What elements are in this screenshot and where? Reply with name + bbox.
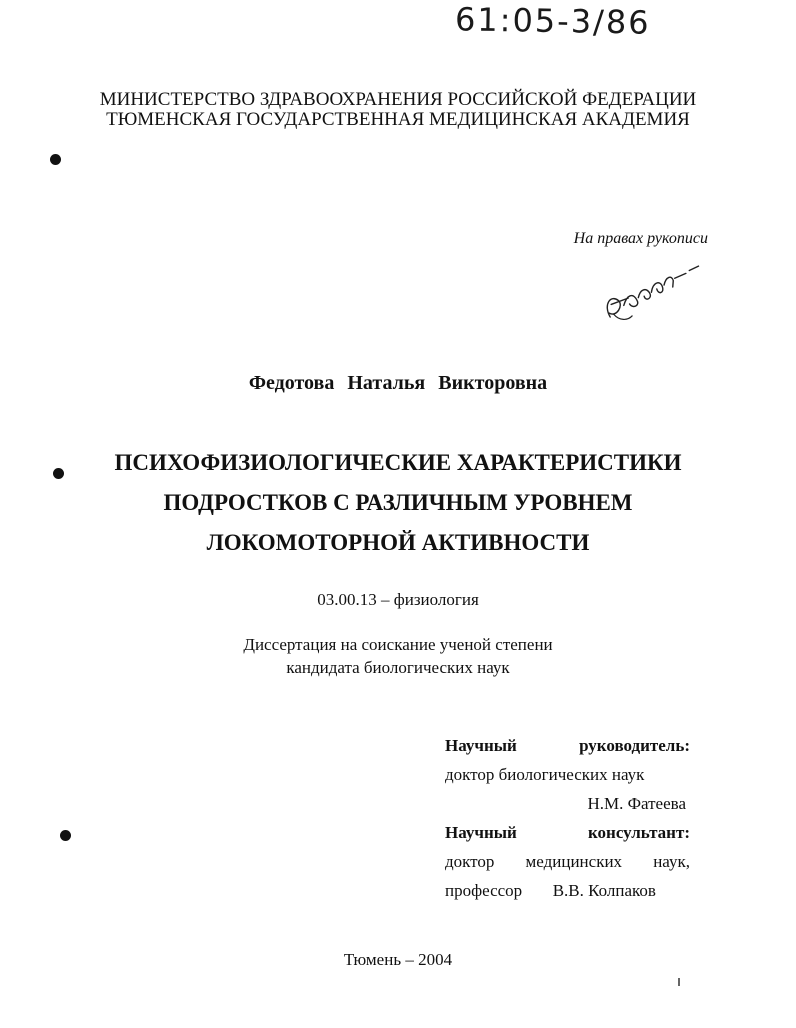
consultant-degree bbox=[445, 847, 690, 876]
consultant-heading bbox=[445, 818, 690, 847]
title-line: ПОДРОСТКОВ С РАЗЛИЧНЫМ УРОВНЕМ bbox=[163, 490, 633, 515]
consultant-degree-word: наук, bbox=[653, 852, 690, 871]
supervisor-label-word: Научный bbox=[445, 736, 517, 755]
title-line: ЛОКОМОТОРНОЙ АКТИВНОСТИ bbox=[206, 530, 590, 555]
supervisor-degree: доктор биологических наук bbox=[445, 765, 645, 784]
ministry-name: МИНИСТЕРСТВО ЗДРАВООХРАНЕНИЯ РОССИЙСКОЙ ФЕДЕРАЦИИ bbox=[99, 89, 697, 110]
scan-speck bbox=[678, 978, 680, 986]
binding-hole-mark bbox=[50, 154, 61, 165]
author-name: Федотова Наталья Викторовна bbox=[248, 372, 548, 394]
manuscript-rights-note: На правах рукописи bbox=[573, 230, 708, 247]
supervisor-name: Н.М. Фатеева bbox=[587, 794, 686, 813]
title-line: ПСИХОФИЗИОЛОГИЧЕСКИЕ ХАРАКТЕРИСТИКИ bbox=[114, 450, 682, 475]
consultant-label-word: Научный bbox=[445, 823, 517, 842]
specialty-code: 03.00.13 – физиология bbox=[317, 590, 479, 609]
degree-line: кандидата биологических наук bbox=[286, 658, 510, 677]
dissertation-title bbox=[0, 443, 796, 563]
consultant-line bbox=[445, 876, 690, 905]
consultant-name: В.В. Колпаков bbox=[552, 881, 656, 900]
handwritten-signature bbox=[592, 250, 714, 340]
consultant-degree-word: доктор bbox=[445, 852, 495, 871]
binding-hole-mark bbox=[60, 830, 71, 841]
consultant-label-word: консультант: bbox=[587, 823, 690, 842]
supervisor-label-word: руководитель: bbox=[579, 736, 690, 755]
advisors-block bbox=[445, 731, 690, 905]
archive-code-handwritten: 61:05-3/86 bbox=[454, 0, 651, 42]
consultant-degree-word: медицинских bbox=[525, 852, 623, 871]
degree-statement bbox=[0, 633, 796, 679]
city-and-year: Тюмень – 2004 bbox=[343, 950, 453, 969]
academy-name: ТЮМЕНСКАЯ ГОСУДАРСТВЕННАЯ МЕДИЦИНСКАЯ АКАДЕМИЯ bbox=[106, 109, 690, 130]
degree-line: Диссертация на соискание ученой степени bbox=[243, 635, 553, 654]
supervisor-heading bbox=[445, 731, 690, 760]
consultant-title: профессор bbox=[445, 881, 523, 900]
